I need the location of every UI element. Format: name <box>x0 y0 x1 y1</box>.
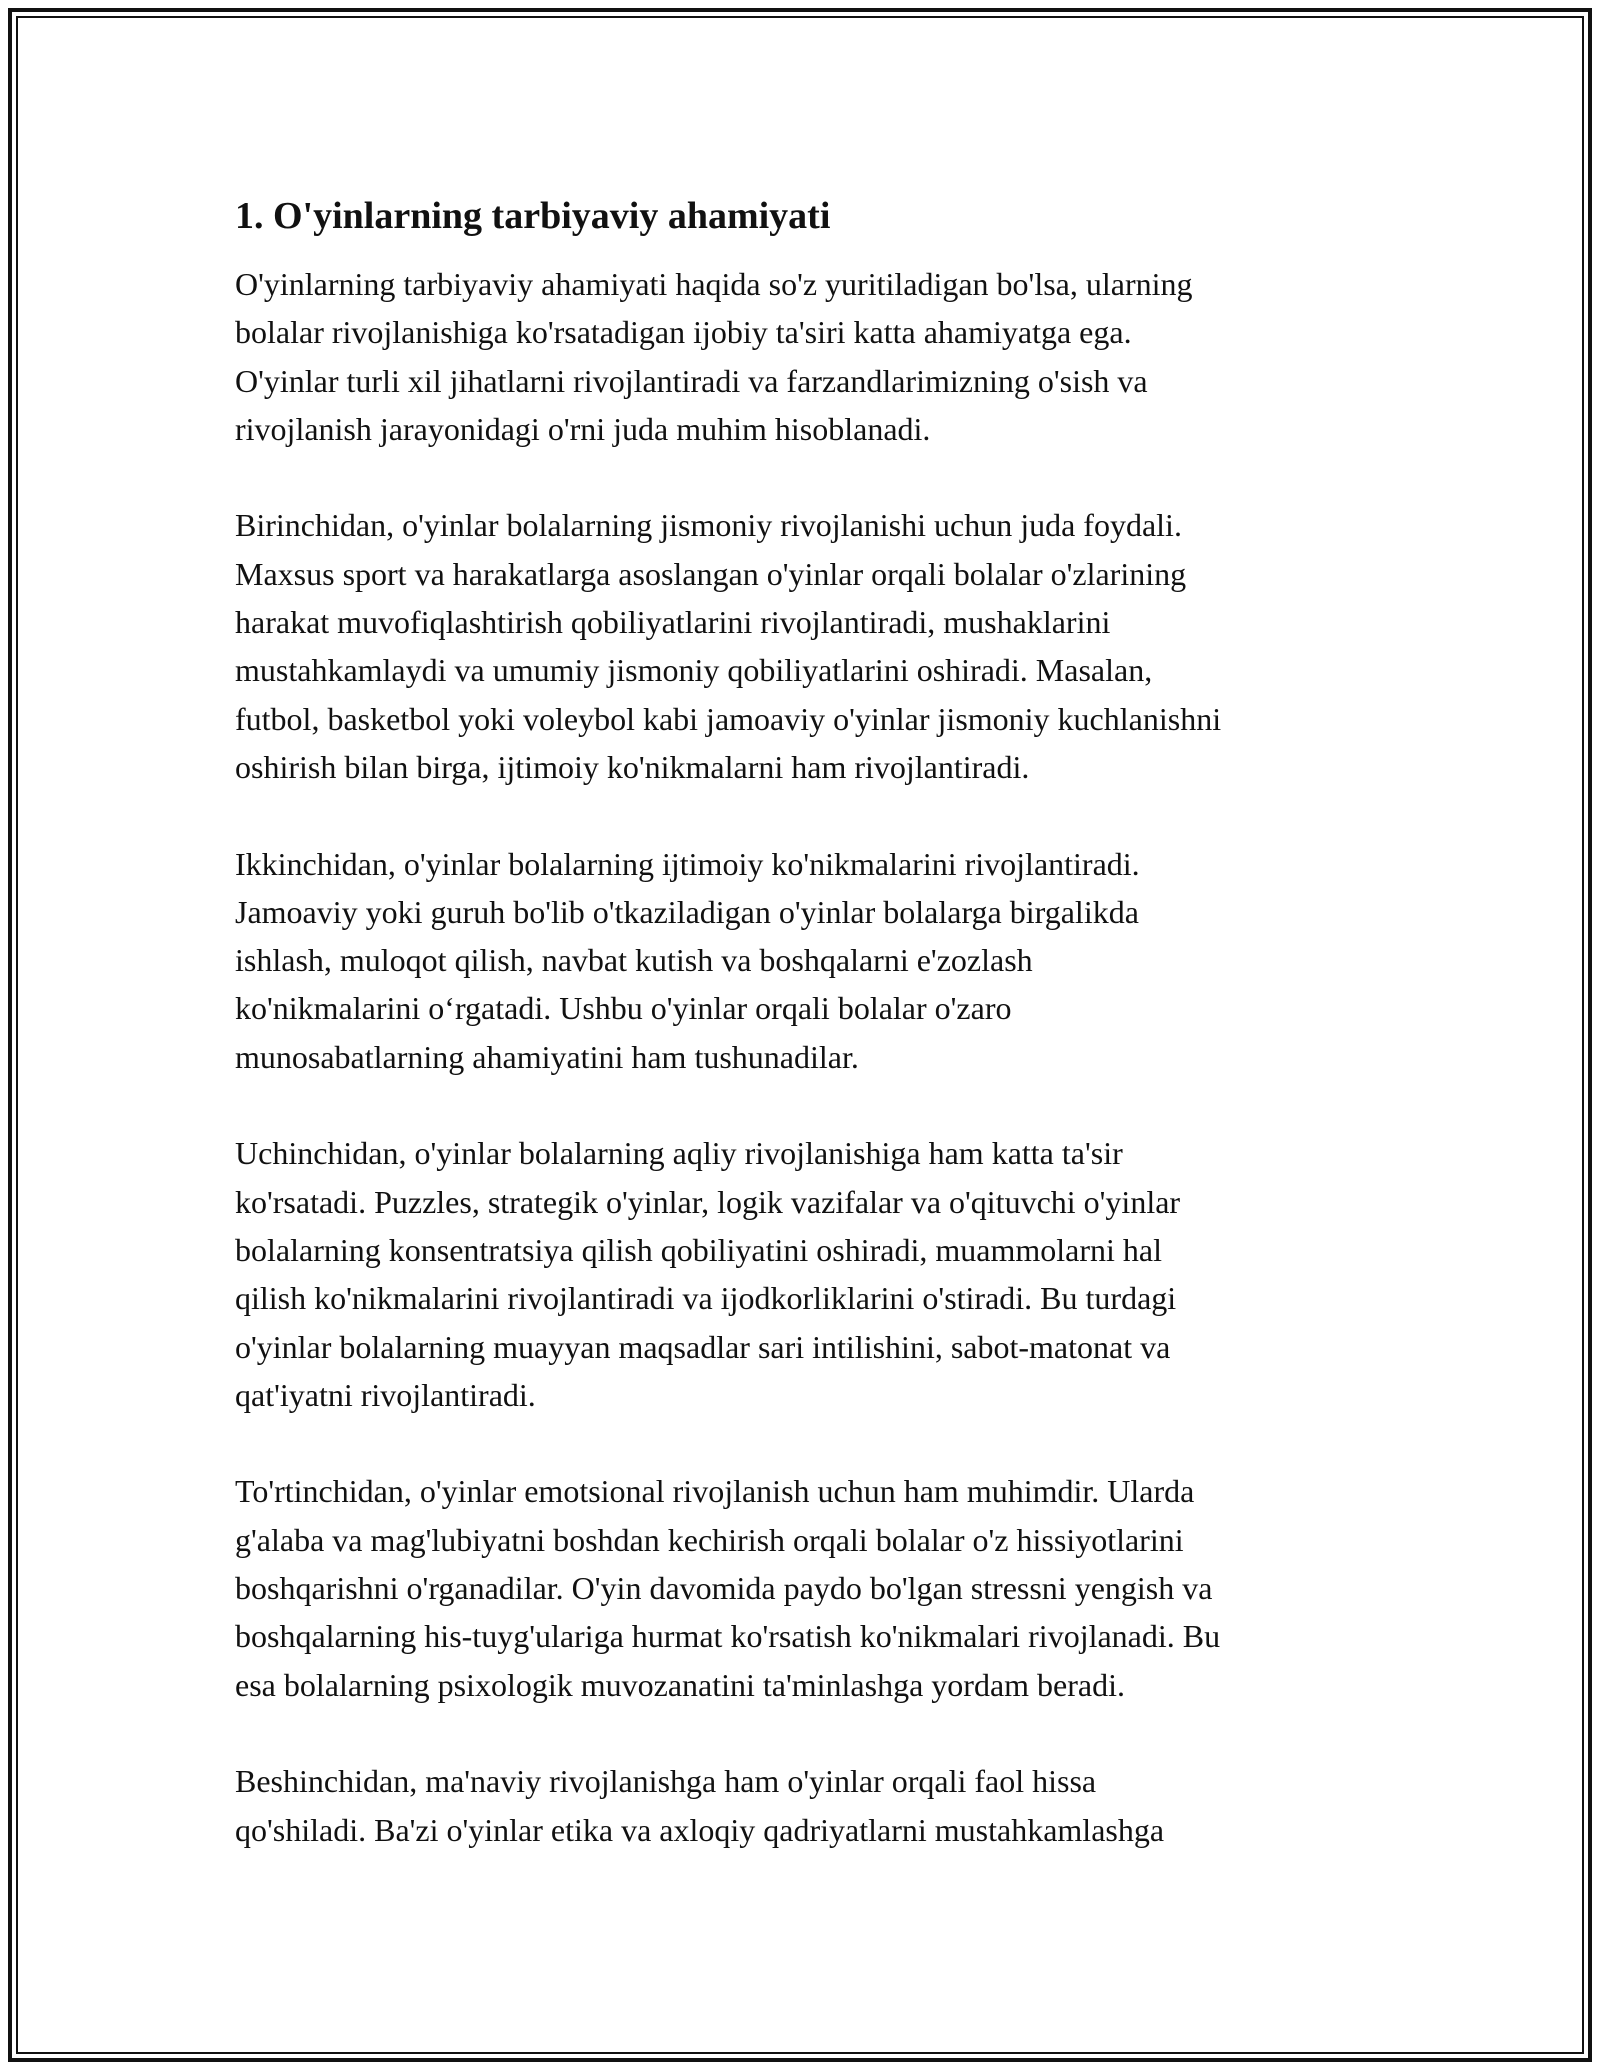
text-line: bolalar rivojlanishiga ko'rsatadigan ijobiy ta'siri katta ahamiyatga ega. <box>235 314 1132 351</box>
text-line: Jamoaviy yoki guruh bo'lib o'tkaziladigan o'yinlar bolalarga birgalikda <box>235 893 1139 930</box>
text-line: Maxsus sport va harakatlarga asoslangan o'yinlar orqali bolalar o'zlarining <box>235 555 1187 592</box>
text-line: harakat muvofiqlashtirish qobiliyatlarini rivojlantiradi, mushaklarini <box>235 604 1111 641</box>
text-line: mustahkamlaydi va umumiy jismoniy qobiliyatlarini oshiradi. Masalan, <box>235 652 1153 689</box>
paragraph-mental <box>235 1129 1395 1419</box>
text-line: Beshinchidan, ma'naviy rivojlanishga ham o'yinlar orqali faol hissa <box>235 1763 1097 1800</box>
text-line: O'yinlar turli xil jihatlarni rivojlantiradi va farzandlarimizning o'sish va <box>235 362 1148 399</box>
paragraph-intro <box>235 260 1395 453</box>
text-line: qilish ko'nikmalarini rivojlantiradi va ijodkorliklarini o'stiradi. Bu turdagi <box>235 1280 1177 1317</box>
paragraph-emotional <box>235 1467 1395 1708</box>
text-line: O'yinlarning tarbiyaviy ahamiyati haqida so'z yuritiladigan bo'lsa, ularning <box>235 266 1193 302</box>
text-line: bolalarning konsentratsiya qilish qobiliyatini oshiradi, muammolarni hal <box>235 1231 1162 1268</box>
text-line: futbol, basketbol yoki voleybol kabi jamoaviy o'yinlar jismoniy kuchlanishni <box>235 700 1222 737</box>
text-line: Ikkinchidan, o'yinlar bolalarning ijtimoiy ko'nikmalarini rivojlantiradi. <box>235 845 1140 882</box>
text-line: o'yinlar bolalarning muayyan maqsadlar sari intilishini, sabot-matonat va <box>235 1328 1171 1365</box>
text-line: g'alaba va mag'lubiyatni boshdan kechirish orqali bolalar o'z hissiyotlarini <box>235 1521 1184 1558</box>
text-line: munosabatlarning ahamiyatini ham tushunadilar. <box>235 1038 859 1075</box>
text-line: boshqalarning his-tuyg'ulariga hurmat ko'rsatish ko'nikmalari rivojlanadi. Bu <box>235 1618 1221 1655</box>
section-heading: 1. O'yinlarning tarbiyaviy ahamiyati <box>235 195 831 237</box>
text-line: To'rtinchidan, o'yinlar emotsional rivojlanish uchun ham muhimdir. Ularda <box>235 1473 1195 1510</box>
paragraph-spiritual <box>235 1757 1395 1854</box>
text-line: qo'shiladi. Ba'zi o'yinlar etika va axloqiy qadriyatlarni mustahkamlashga <box>235 1811 1165 1848</box>
text-line: ko'rsatadi. Puzzles, strategik o'yinlar, logik vazifalar va o'qituvchi o'yinlar <box>235 1183 1181 1220</box>
text-line: qat'iyatni rivojlantiradi. <box>235 1376 536 1413</box>
text-line: esa bolalarning psixologik muvozanatini ta'minlashga yordam beradi. <box>235 1666 1125 1703</box>
paragraph-physical <box>235 501 1395 791</box>
paragraph-social <box>235 840 1395 1081</box>
text-line: oshirish bilan birga, ijtimoiy ko'nikmalarni ham rivojlantiradi. <box>235 748 1030 785</box>
text-line: ishlash, muloqot qilish, navbat kutish va boshqalarni e'zozlash <box>235 942 1033 979</box>
text-line: Birinchidan, o'yinlar bolalarning jismoniy rivojlanishi uchun juda foydali. <box>235 507 1182 544</box>
text-line: boshqarishni o'rganadilar. O'yin davomida paydo bo'lgan stressni yengish va <box>235 1570 1213 1607</box>
text-line: ko'nikmalarini o‘rgatadi. Ushbu o'yinlar orqali bolalar o'zaro <box>235 990 1012 1027</box>
text-line: Uchinchidan, o'yinlar bolalarning aqliy rivojlanishiga ham katta ta'sir <box>235 1135 1123 1172</box>
document-body <box>235 188 1395 1902</box>
text-line: rivojlanish jarayonidagi o'rni juda muhim hisoblanadi. <box>235 410 931 447</box>
